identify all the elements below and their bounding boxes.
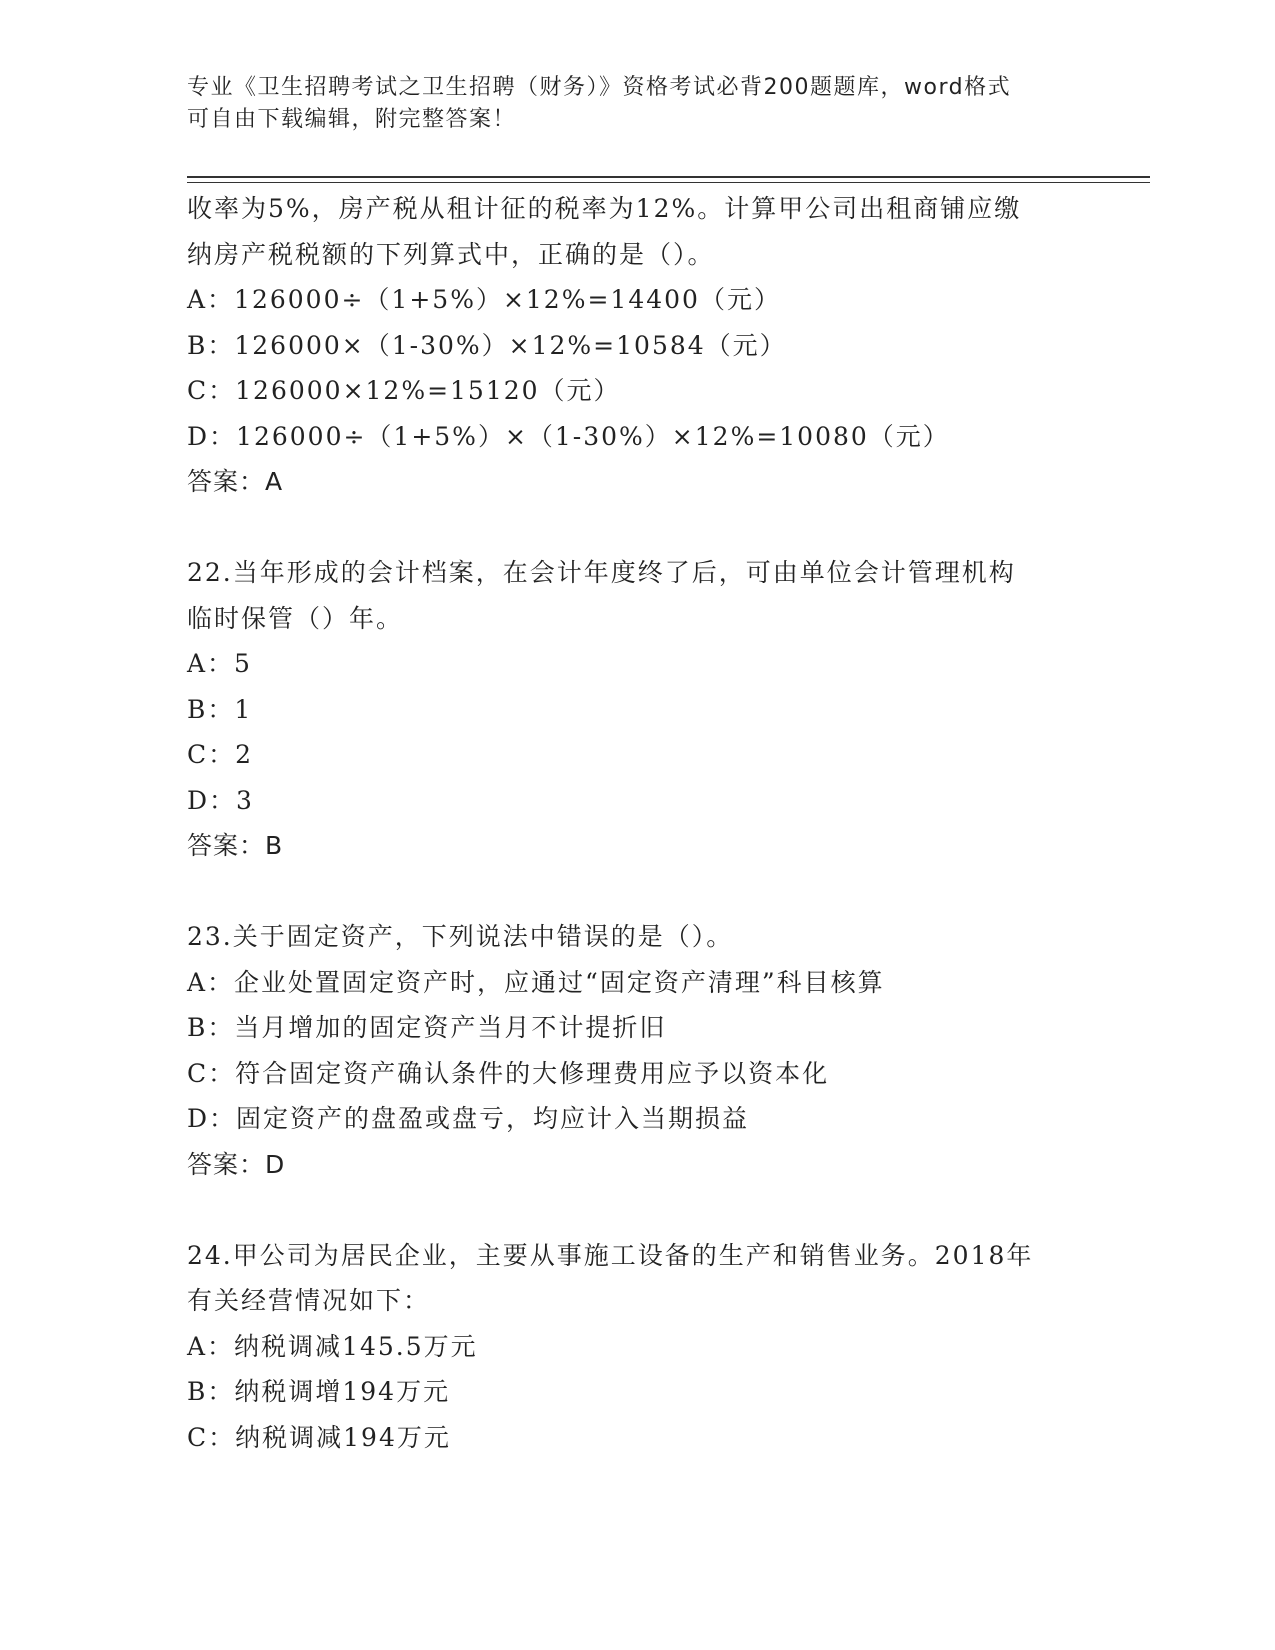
answer-label: 答案：A — [187, 467, 284, 496]
option-d: D：3 — [187, 785, 254, 815]
option-c: C：2 — [187, 740, 254, 769]
option-a: A：5 — [187, 649, 252, 678]
option-c: C：符合固定资产确认条件的大修理费用应予以资本化 — [187, 1058, 830, 1088]
question-22 — [187, 550, 1117, 869]
question-stem: 有关经营情况如下： — [187, 1286, 431, 1315]
option-d: D：126000÷（1+5%）×（1-30%）×12%=10080（元） — [187, 421, 950, 451]
question-21 — [187, 186, 1117, 505]
header-title-line-1: 专业《卫生招聘考试之卫生招聘（财务）》资格考试必背200题题库，word格式 — [187, 75, 1012, 100]
document-header — [187, 72, 1087, 136]
header-title-line-2: 可自由下载编辑，附完整答案！ — [187, 107, 517, 132]
question-stem: 22.当年形成的会计档案，在会计年度终了后，可由单位会计管理机构 — [187, 558, 1016, 587]
option-b: B：126000×（1-30%）×12%=10584（元） — [187, 330, 787, 360]
option-c: C：纳税调减194万元 — [187, 1422, 451, 1452]
option-b: B：当月增加的固定资产当月不计提折旧 — [187, 1013, 667, 1042]
question-stem: 23.关于固定资产，下列说法中错误的是（）。 — [187, 922, 734, 951]
option-b: B：纳税调增194万元 — [187, 1377, 451, 1406]
option-a: A：企业处置固定资产时，应通过“固定资产清理”科目核算 — [187, 967, 885, 997]
question-stem: 纳房产税税额的下列算式中，正确的是（）。 — [187, 239, 715, 269]
question-stem: 收率为5%，房产税从租计征的税率为12%。计算甲公司出租商铺应缴 — [187, 194, 1022, 223]
question-23 — [187, 914, 1117, 1187]
option-c: C：126000×12%=15120（元） — [187, 376, 621, 405]
option-a: A：纳税调减145.5万元 — [187, 1331, 478, 1361]
question-stem: 临时保管（）年。 — [187, 603, 404, 633]
option-b: B：1 — [187, 694, 253, 724]
header-divider-thin — [187, 182, 1150, 183]
option-d: D：固定资产的盘盈或盘亏，均应计入当期损益 — [187, 1104, 750, 1133]
question-list — [187, 186, 1117, 1460]
header-divider-thick — [187, 176, 1150, 178]
question-24 — [187, 1233, 1117, 1461]
option-a: A：126000÷（1+5%）×12%=14400（元） — [187, 285, 781, 314]
answer-label: 答案：B — [187, 831, 284, 860]
answer-label: 答案：D — [187, 1149, 286, 1179]
question-stem: 24.甲公司为居民企业，主要从事施工设备的生产和销售业务。2018年 — [187, 1240, 1034, 1270]
